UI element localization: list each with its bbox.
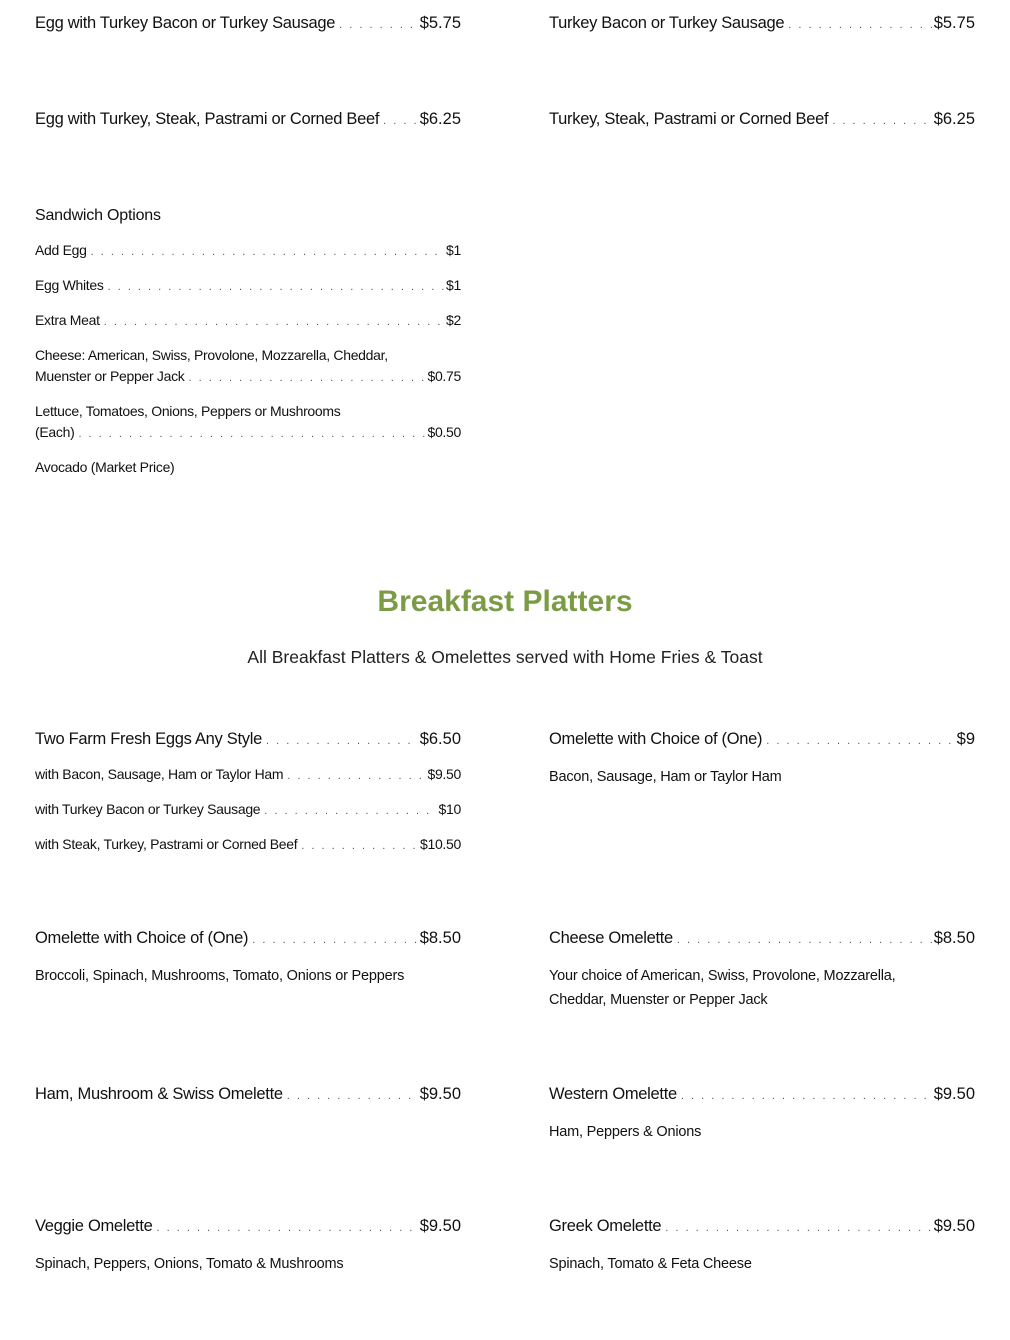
item-description: Ham, Peppers & Onions: [549, 1124, 702, 1140]
dot-leader: [665, 1222, 931, 1234]
dot-leader: [266, 735, 418, 747]
option-price: $0.75: [427, 368, 461, 384]
option-name-line1: Lettuce, Tomatoes, Onions, Peppers or Mushrooms: [35, 403, 341, 419]
item-price: $6.25: [419, 110, 461, 128]
item-name: Turkey, Steak, Pastrami or Corned Beef: [549, 110, 829, 128]
dot-leader: [78, 424, 425, 445]
dot-leader: [339, 19, 418, 31]
item-description: Spinach, Tomato & Feta Cheese: [549, 1256, 752, 1272]
item-description: Broccoli, Spinach, Mushrooms, Tomato, Onions or Peppers: [35, 968, 405, 984]
variant-price: $9.50: [427, 766, 461, 782]
dot-leader: [189, 368, 426, 389]
item-name: Egg with Turkey Bacon or Turkey Sausage: [35, 14, 336, 32]
description-line1: Your choice of American, Swiss, Provolone, Mozzarella,: [549, 968, 896, 984]
variant-turkey-bacon: [35, 801, 461, 817]
item-name: Two Farm Fresh Eggs Any Style: [35, 730, 262, 748]
dot-leader: [681, 1090, 932, 1102]
dot-leader: [287, 1090, 418, 1102]
dot-leader: [287, 770, 425, 782]
item-price: $8.50: [933, 929, 975, 947]
dot-leader: [264, 805, 436, 817]
option-name-line2: Muenster or Pepper Jack: [35, 368, 185, 384]
item-price: $9.50: [419, 1085, 461, 1103]
item-price: $9.50: [933, 1085, 975, 1103]
item-name: Cheese Omelette: [549, 929, 673, 947]
dot-leader: [108, 281, 444, 293]
menu-item-cheese-omelette: [549, 929, 975, 948]
item-price: $8.50: [419, 929, 461, 947]
dot-leader: [788, 19, 931, 31]
option-name-line2: (Each): [35, 424, 75, 440]
item-price: $9.50: [933, 1217, 975, 1235]
option-price: $0.50: [427, 424, 461, 440]
option-name: Extra Meat: [35, 312, 100, 328]
item-price: $9.50: [419, 1217, 461, 1235]
menu-item-western-omelette: [549, 1085, 975, 1104]
dot-leader: [766, 735, 954, 747]
variant-price: $10.50: [419, 836, 461, 852]
option-cheese: [35, 345, 461, 389]
option-vegetables: [35, 401, 461, 445]
item-name: Western Omelette: [549, 1085, 677, 1103]
dot-leader: [91, 246, 444, 258]
variant-name: with Turkey Bacon or Turkey Sausage: [35, 801, 261, 817]
item-name: Omelette with Choice of (One): [549, 730, 763, 748]
menu-item-omelette-meat: [549, 730, 975, 749]
item-name: Veggie Omelette: [35, 1217, 153, 1235]
item-name: Omelette with Choice of (One): [35, 929, 249, 947]
dot-leader: [301, 840, 418, 852]
option-price: $2: [446, 312, 461, 328]
option-egg-whites: [35, 277, 461, 293]
option-avocado: Avocado (Market Price): [35, 459, 175, 475]
variant-bacon-sausage: [35, 766, 461, 782]
option-extra-meat: [35, 312, 461, 328]
dot-leader: [157, 1222, 418, 1234]
item-name: Turkey Bacon or Turkey Sausage: [549, 14, 785, 32]
menu-item-veggie-omelette: [35, 1217, 461, 1236]
option-name: Egg Whites: [35, 277, 104, 293]
menu-item-ham-omelette: [35, 1085, 461, 1104]
variant-name: with Bacon, Sausage, Ham or Taylor Ham: [35, 766, 284, 782]
item-price: $6.50: [419, 730, 461, 748]
menu-item-egg-turkey-bacon: [35, 14, 461, 33]
option-line2: [35, 422, 461, 445]
description-line2: Cheddar, Muenster or Pepper Jack: [549, 992, 768, 1008]
menu-item-egg-turkey-steak: [35, 110, 461, 129]
menu-item-omelette-veg: [35, 929, 461, 948]
item-name: Egg with Turkey, Steak, Pastrami or Corned Beef: [35, 110, 380, 128]
variant-steak-turkey: [35, 836, 461, 852]
menu-item-turkey-bacon: [549, 14, 975, 33]
dot-leader: [832, 115, 931, 127]
dot-leader: [677, 934, 932, 946]
item-price: $9: [956, 730, 975, 748]
item-description: Spinach, Peppers, Onions, Tomato & Mushrooms: [35, 1256, 344, 1272]
dot-leader: [252, 934, 417, 946]
variant-price: $10: [438, 801, 461, 817]
option-price: $1: [446, 277, 461, 293]
section-subtitle: All Breakfast Platters & Omelettes served with Home Fries & Toast: [247, 647, 763, 667]
item-name: Greek Omelette: [549, 1217, 662, 1235]
option-add-egg: [35, 242, 461, 258]
item-name: Ham, Mushroom & Swiss Omelette: [35, 1085, 283, 1103]
option-name: Add Egg: [35, 242, 87, 258]
item-price: $6.25: [933, 110, 975, 128]
option-line2: [35, 366, 461, 389]
menu-item-two-eggs: [35, 730, 461, 749]
dot-leader: [104, 316, 444, 328]
item-description: Bacon, Sausage, Ham or Taylor Ham: [549, 769, 782, 785]
item-price: $5.75: [419, 14, 461, 32]
variant-name: with Steak, Turkey, Pastrami or Corned Beef: [35, 836, 298, 852]
section-title: Breakfast Platters: [377, 585, 633, 618]
menu-item-greek-omelette: [549, 1217, 975, 1236]
option-price: $1: [446, 242, 461, 258]
item-description: [549, 964, 896, 1012]
sandwich-options-heading: Sandwich Options: [35, 207, 161, 224]
menu-item-turkey-steak: [549, 110, 975, 129]
dot-leader: [383, 115, 418, 127]
item-price: $5.75: [933, 14, 975, 32]
option-name-line1: Cheese: American, Swiss, Provolone, Mozzarella, Cheddar,: [35, 347, 388, 363]
